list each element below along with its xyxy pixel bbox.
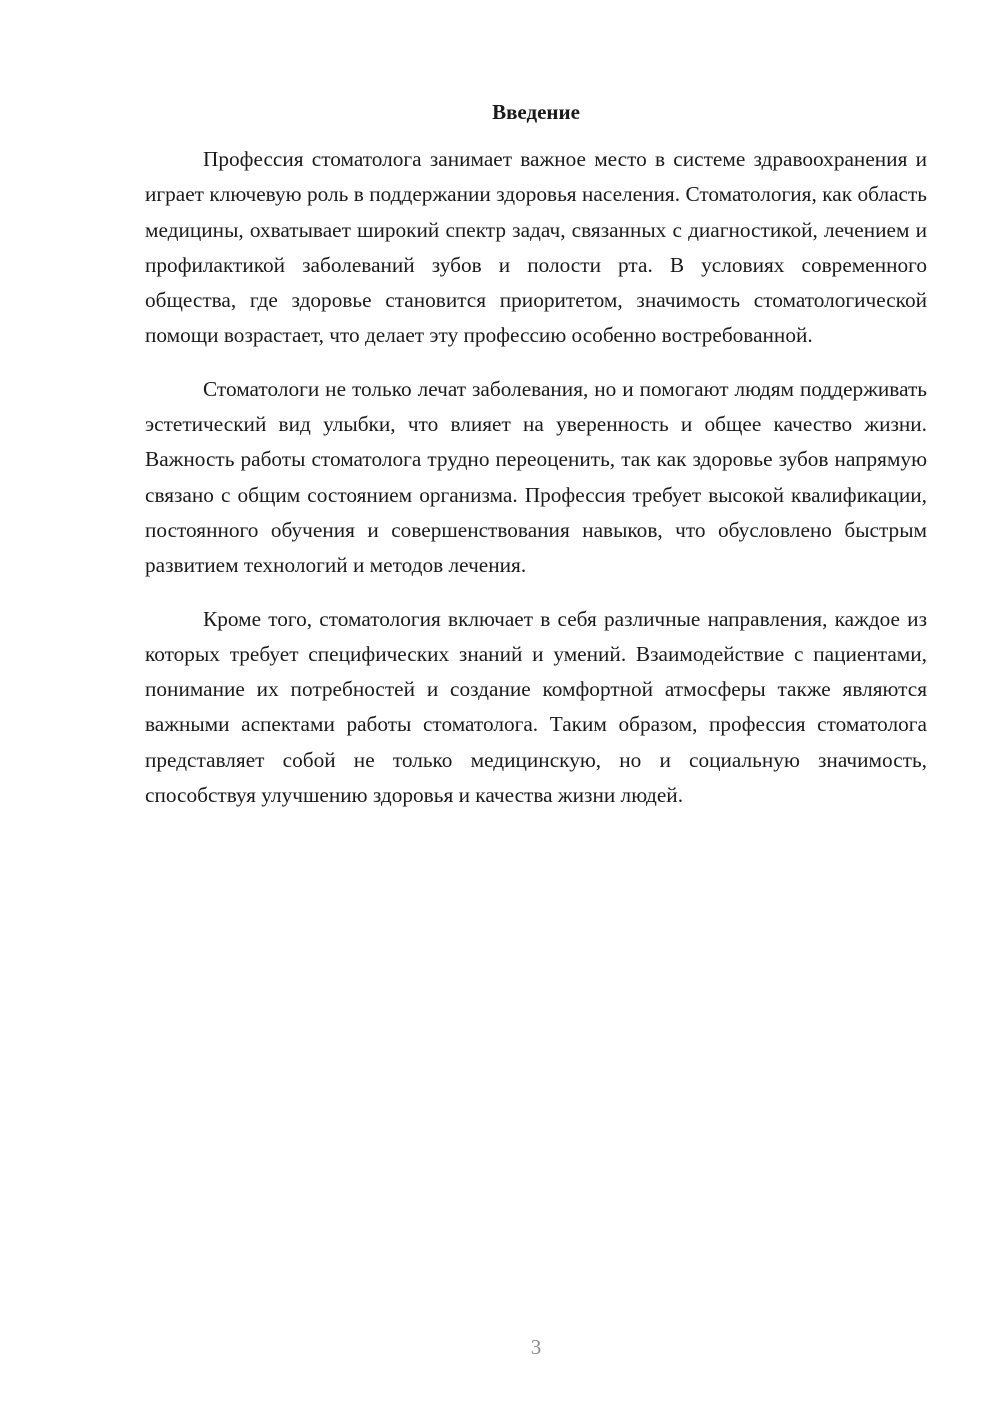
section-title: Введение: [492, 100, 580, 124]
body-text: [145, 142, 927, 831]
page-number: 3: [530, 1335, 542, 1359]
paragraph-2: Стоматологи не только лечат заболевания, но и помогают людям поддерживать эстетический вид улыбки, что влияет на уверенность и общее качество жизни. Важность работы стоматолога трудно переоценить, так как здоровье зубов напрямую связано с общим состоянием организма. Профессия требует высокой квалификации, постоянного обучения и совершенствования навыков, что обусловлено быстрым развитием технологий и методов лечения.: [145, 376, 927, 578]
paragraph-1: Профессия стоматолога занимает важное место в системе здравоохранения и играет ключевую роль в поддержании здоровья населения. Стоматология, как область медицины, охватывает широкий спектр задач, связанных с диагностикой, лечением и профилактикой заболеваний зубов и полости рта. В условиях современного общества, где здоровье становится приоритетом, значимость стоматологической помощи возрастает, что делает эту профессию особенно востребованной.: [145, 147, 927, 348]
paragraph-3: Кроме того, стоматология включает в себя различные направления, каждое из которых требует специфических знаний и умений. Взаимодействие с пациентами, понимание их потребностей и создание комфортной атмосферы также являются важными аспектами работы стоматолога. Таким образом, профессия стоматолога представляет собой не только медицинскую, но и социальную значимость, способствуя улучшению здоровья и качества жизни людей.: [145, 606, 927, 808]
